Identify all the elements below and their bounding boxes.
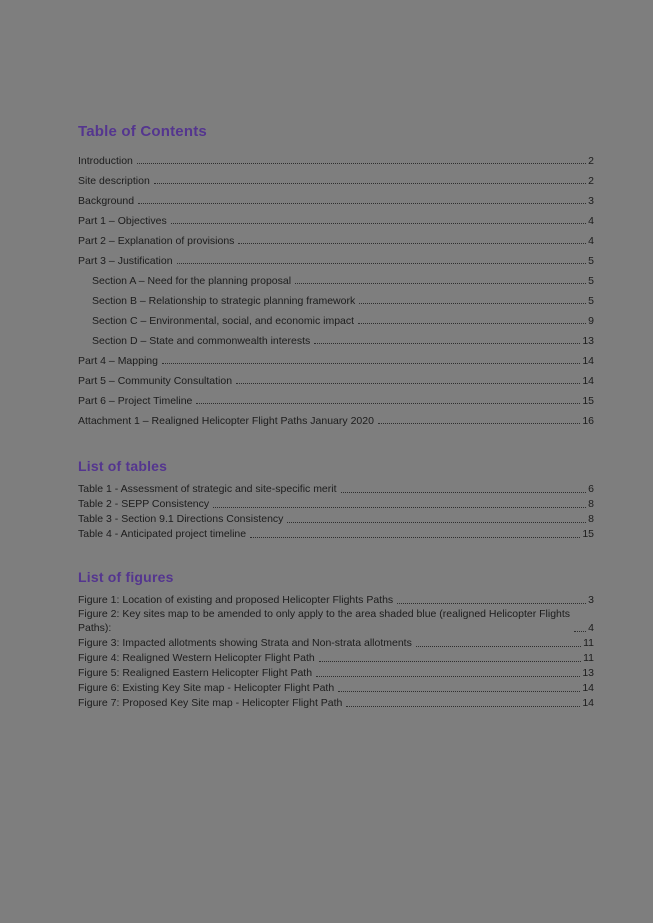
toc-entry[interactable] bbox=[78, 287, 594, 307]
list-of-tables-title: List of tables bbox=[78, 458, 168, 474]
figure-entry-label: Figure 1: Location of existing and proposed Helicopter Flights Paths bbox=[78, 594, 394, 606]
toc-entry[interactable] bbox=[78, 307, 594, 327]
page-number: 2 bbox=[588, 155, 594, 167]
toc-entry-label: Attachment 1 – Realigned Helicopter Flight Paths January 2020 bbox=[78, 415, 374, 427]
toc-entry[interactable] bbox=[78, 147, 594, 167]
table-entry[interactable] bbox=[78, 526, 594, 541]
dot-leader bbox=[319, 661, 581, 662]
page-number: 5 bbox=[588, 295, 594, 307]
figure-entry[interactable] bbox=[78, 607, 594, 635]
toc-entry[interactable] bbox=[78, 407, 594, 427]
dot-leader bbox=[358, 323, 586, 324]
toc-entry[interactable] bbox=[78, 327, 594, 347]
page-number: 4 bbox=[588, 235, 594, 247]
dot-leader bbox=[397, 603, 586, 604]
table-entry-label: Table 4 - Anticipated project timeline bbox=[78, 528, 247, 540]
page-number: 14 bbox=[582, 355, 594, 367]
figure-entry[interactable] bbox=[78, 665, 594, 680]
table-entry-label: Table 1 - Assessment of strategic and site-specific merit bbox=[78, 483, 337, 495]
toc-entry[interactable] bbox=[78, 167, 594, 187]
dot-leader bbox=[250, 537, 580, 538]
page-number: 6 bbox=[588, 483, 594, 495]
dot-leader bbox=[359, 303, 586, 304]
toc-title: Table of Contents bbox=[78, 123, 207, 140]
table-entry[interactable] bbox=[78, 496, 594, 511]
table-entry[interactable] bbox=[78, 511, 594, 526]
page-number: 4 bbox=[588, 622, 594, 634]
toc-entry[interactable] bbox=[78, 387, 594, 407]
dot-leader bbox=[138, 203, 586, 204]
figure-entry[interactable] bbox=[78, 650, 594, 665]
list-of-figures-title: List of figures bbox=[78, 569, 174, 585]
table-entry-label: Table 2 - SEPP Consistency bbox=[78, 498, 210, 510]
page-number: 5 bbox=[588, 275, 594, 287]
figure-entry-label: Figure 5: Realigned Eastern Helicopter Flight Path bbox=[78, 667, 313, 679]
figure-entry-label: Figure 7: Proposed Key Site map - Helicopter Flight Path bbox=[78, 697, 343, 709]
dot-leader bbox=[154, 183, 586, 184]
page-number: 3 bbox=[588, 195, 594, 207]
tables-list bbox=[78, 481, 594, 541]
dot-leader bbox=[137, 163, 586, 164]
dot-leader bbox=[314, 343, 580, 344]
page-number: 4 bbox=[588, 215, 594, 227]
page-number: 14 bbox=[582, 375, 594, 387]
page-number: 15 bbox=[582, 528, 594, 540]
dot-leader bbox=[574, 631, 586, 632]
toc-entry-label: Part 3 – Justification bbox=[78, 255, 173, 267]
page-number: 5 bbox=[588, 255, 594, 267]
figure-entry[interactable] bbox=[78, 592, 594, 607]
page-number: 11 bbox=[583, 637, 594, 649]
toc-entry[interactable] bbox=[78, 207, 594, 227]
dot-leader bbox=[196, 403, 580, 404]
page-number: 8 bbox=[588, 498, 594, 510]
page-number: 14 bbox=[582, 682, 594, 694]
table-entry[interactable] bbox=[78, 481, 594, 496]
page-number: 15 bbox=[582, 395, 594, 407]
figure-entry[interactable] bbox=[78, 635, 594, 650]
toc-entry-label: Section D – State and commonwealth interests bbox=[92, 335, 311, 347]
toc-entry-label: Part 1 – Objectives bbox=[78, 215, 167, 227]
toc-list bbox=[78, 147, 594, 427]
toc-entry[interactable] bbox=[78, 227, 594, 247]
toc-entry-label: Section A – Need for the planning proposal bbox=[92, 275, 292, 287]
document-page bbox=[78, 123, 594, 710]
page-number: 2 bbox=[588, 175, 594, 187]
toc-entry[interactable] bbox=[78, 247, 594, 267]
figures-list bbox=[78, 592, 594, 710]
dot-leader bbox=[416, 646, 581, 647]
dot-leader bbox=[177, 263, 587, 264]
figure-entry-label: Figure 4: Realigned Western Helicopter Flight Path bbox=[78, 652, 315, 664]
toc-entry-label: Part 2 – Explanation of provisions bbox=[78, 235, 235, 247]
page-number: 11 bbox=[583, 652, 594, 664]
toc-entry-label: Part 5 – Community Consultation bbox=[78, 375, 233, 387]
dot-leader bbox=[236, 383, 580, 384]
page-number: 9 bbox=[588, 315, 594, 327]
toc-entry-label: Background bbox=[78, 195, 135, 207]
page-number: 3 bbox=[588, 594, 594, 606]
dot-leader bbox=[213, 507, 586, 508]
toc-entry[interactable] bbox=[78, 347, 594, 367]
page-number: 13 bbox=[582, 667, 594, 679]
table-entry-label: Table 3 - Section 9.1 Directions Consistency bbox=[78, 513, 284, 525]
dot-leader bbox=[295, 283, 586, 284]
page-number: 8 bbox=[588, 513, 594, 525]
figure-entry[interactable] bbox=[78, 680, 594, 695]
toc-entry[interactable] bbox=[78, 187, 594, 207]
toc-entry[interactable] bbox=[78, 367, 594, 387]
toc-entry-label: Section C – Environmental, social, and economic impact bbox=[92, 315, 355, 327]
page-number: 13 bbox=[582, 335, 594, 347]
dot-leader bbox=[162, 363, 580, 364]
figure-entry-label: Figure 2: Key sites map to be amended to only apply to the area shaded blue (realigned Helicopter Flights Paths): bbox=[78, 608, 571, 634]
dot-leader bbox=[316, 676, 580, 677]
dot-leader bbox=[346, 706, 580, 707]
page-number: 14 bbox=[582, 697, 594, 709]
toc-entry-label: Part 6 – Project Timeline bbox=[78, 395, 193, 407]
toc-entry-label: Section B – Relationship to strategic planning framework bbox=[92, 295, 356, 307]
figure-entry-label: Figure 6: Existing Key Site map - Helicopter Flight Path bbox=[78, 682, 335, 694]
dot-leader bbox=[171, 223, 586, 224]
dot-leader bbox=[341, 492, 587, 493]
dot-leader bbox=[287, 522, 586, 523]
figure-entry-label: Figure 3: Impacted allotments showing Strata and Non-strata allotments bbox=[78, 637, 412, 649]
dot-leader bbox=[338, 691, 580, 692]
toc-entry[interactable] bbox=[78, 267, 594, 287]
toc-entry-label: Part 4 – Mapping bbox=[78, 355, 158, 367]
figure-entry[interactable] bbox=[78, 695, 594, 710]
toc-entry-label: Site description bbox=[78, 175, 150, 187]
toc-entry-label: Introduction bbox=[78, 155, 133, 167]
dot-leader bbox=[238, 243, 586, 244]
page-number: 16 bbox=[582, 415, 594, 427]
dot-leader bbox=[378, 423, 580, 424]
